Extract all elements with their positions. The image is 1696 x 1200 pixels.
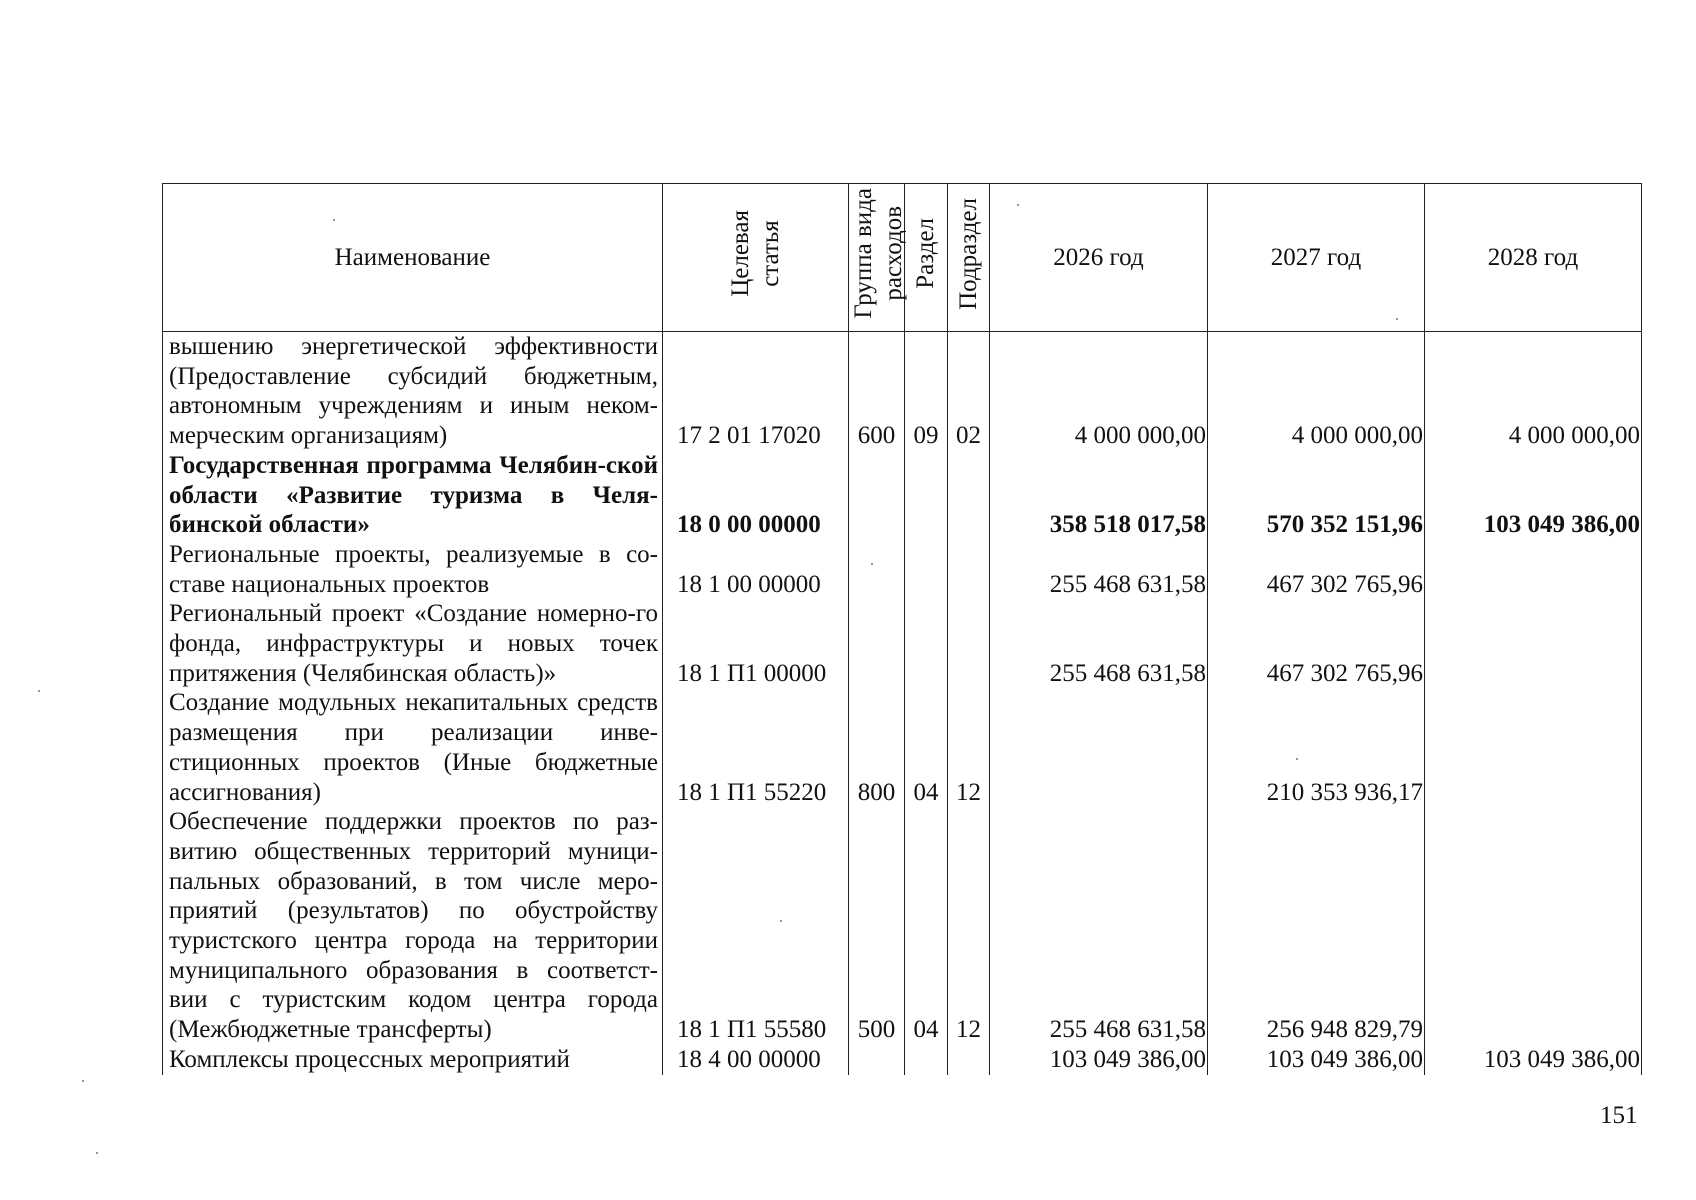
row-amount-2027: 256 948 829,79 <box>1208 807 1425 1045</box>
header-2027: 2027 год <box>1208 184 1425 332</box>
row-section <box>905 451 948 540</box>
row-amount-2028: 103 049 386,00 <box>1425 451 1642 540</box>
row-subsection <box>948 599 990 688</box>
scan-speck <box>96 1152 98 1154</box>
row-amount-2026 <box>990 688 1208 807</box>
scan-speck <box>1017 204 1019 206</box>
row-target-article: 18 1 П1 55220 <box>663 688 849 807</box>
row-section <box>905 1045 948 1075</box>
row-expense-group: 800 <box>849 688 905 807</box>
row-amount-2028: 103 049 386,00 <box>1425 1045 1642 1075</box>
row-target-article: 18 1 П1 00000 <box>663 599 849 688</box>
row-subsection <box>948 451 990 540</box>
scan-speck <box>780 920 782 922</box>
row-expense-group <box>849 451 905 540</box>
table-body <box>163 332 1642 1075</box>
row-section: 04 <box>905 688 948 807</box>
row-target-article: 18 4 00 00000 <box>663 1045 849 1075</box>
row-amount-2027: 4 000 000,00 <box>1208 332 1425 451</box>
row-amount-2026: 255 468 631,58 <box>990 599 1208 688</box>
row-amount-2026: 358 518 017,58 <box>990 451 1208 540</box>
row-target-article: 17 2 01 17020 <box>663 332 849 451</box>
budget-table <box>162 183 1642 1075</box>
scan-speck <box>333 219 335 221</box>
header-row <box>163 184 1642 332</box>
row-amount-2028 <box>1425 688 1642 807</box>
row-amount-2026: 255 468 631,58 <box>990 807 1208 1045</box>
row-amount-2026: 103 049 386,00 <box>990 1045 1208 1075</box>
row-name: Создание модульных некапитальных средств размещения при реализации инве-стиционных проектов (Иные бюджетные ассигнования) <box>163 688 663 807</box>
row-amount-2027: 210 353 936,17 <box>1208 688 1425 807</box>
table-row <box>163 540 1642 599</box>
row-amount-2027: 467 302 765,96 <box>1208 540 1425 599</box>
row-amount-2026: 255 468 631,58 <box>990 540 1208 599</box>
header-2028: 2028 год <box>1425 184 1642 332</box>
table-row <box>163 599 1642 688</box>
row-name: Региональный проект «Создание номерно-го фонда, инфраструктуры и новых точек притяжения (Челябинская область)» <box>163 599 663 688</box>
page-number: 151 <box>1600 1102 1638 1129</box>
row-amount-2027: 467 302 765,96 <box>1208 599 1425 688</box>
row-section <box>905 599 948 688</box>
row-target-article: 18 0 00 00000 <box>663 451 849 540</box>
row-name: вышению энергетической эффективности (Предоставление субсидий бюджетным, автономным учреждениям и иным неком-мерческим организациям) <box>163 332 663 451</box>
row-amount-2028 <box>1425 807 1642 1045</box>
row-expense-group <box>849 599 905 688</box>
header-target-article: Целевая статья <box>663 184 849 332</box>
scan-speck <box>871 563 873 565</box>
row-section: 09 <box>905 332 948 451</box>
scan-speck <box>82 1080 84 1082</box>
table-row <box>163 332 1642 451</box>
row-name: Комплексы процессных мероприятий <box>163 1045 663 1075</box>
row-target-article: 18 1 00 00000 <box>663 540 849 599</box>
header-expense-group: Группа вида расходов <box>849 184 905 332</box>
row-subsection <box>948 1045 990 1075</box>
row-target-article: 18 1 П1 55580 <box>663 807 849 1045</box>
row-subsection <box>948 540 990 599</box>
row-amount-2026: 4 000 000,00 <box>990 332 1208 451</box>
row-amount-2027: 103 049 386,00 <box>1208 1045 1425 1075</box>
row-amount-2027: 570 352 151,96 <box>1208 451 1425 540</box>
row-amount-2028 <box>1425 540 1642 599</box>
header-2026: 2026 год <box>990 184 1208 332</box>
table-row <box>163 451 1642 540</box>
table-row <box>163 807 1642 1045</box>
row-subsection: 02 <box>948 332 990 451</box>
scan-speck <box>38 690 40 692</box>
row-name: Региональные проекты, реализуемые в со-ставе национальных проектов <box>163 540 663 599</box>
header-subsection: Подраздел <box>948 184 990 332</box>
row-amount-2028 <box>1425 599 1642 688</box>
row-expense-group <box>849 540 905 599</box>
scan-speck <box>1296 758 1298 760</box>
header-name: Наименование <box>163 184 663 332</box>
table-row <box>163 1045 1642 1075</box>
row-section <box>905 540 948 599</box>
row-subsection: 12 <box>948 807 990 1045</box>
row-name: Обеспечение поддержки проектов по раз-витию общественных территорий муници-пальных образований, в том числе меро-приятий (результатов) по обустройству туристского центра города на территории муниципального образования в соответст-вии с туристским кодом центра города (Межбюджетные трансферты) <box>163 807 663 1045</box>
row-section: 04 <box>905 807 948 1045</box>
row-subsection: 12 <box>948 688 990 807</box>
row-name: Государственная программа Челябин-ской области «Развитие туризма в Челя-бинской области» <box>163 451 663 540</box>
row-expense-group: 500 <box>849 807 905 1045</box>
table-row <box>163 688 1642 807</box>
header-section: Раздел <box>905 184 948 332</box>
row-expense-group: 600 <box>849 332 905 451</box>
row-expense-group <box>849 1045 905 1075</box>
scan-speck <box>1396 318 1398 320</box>
row-amount-2028: 4 000 000,00 <box>1425 332 1642 451</box>
